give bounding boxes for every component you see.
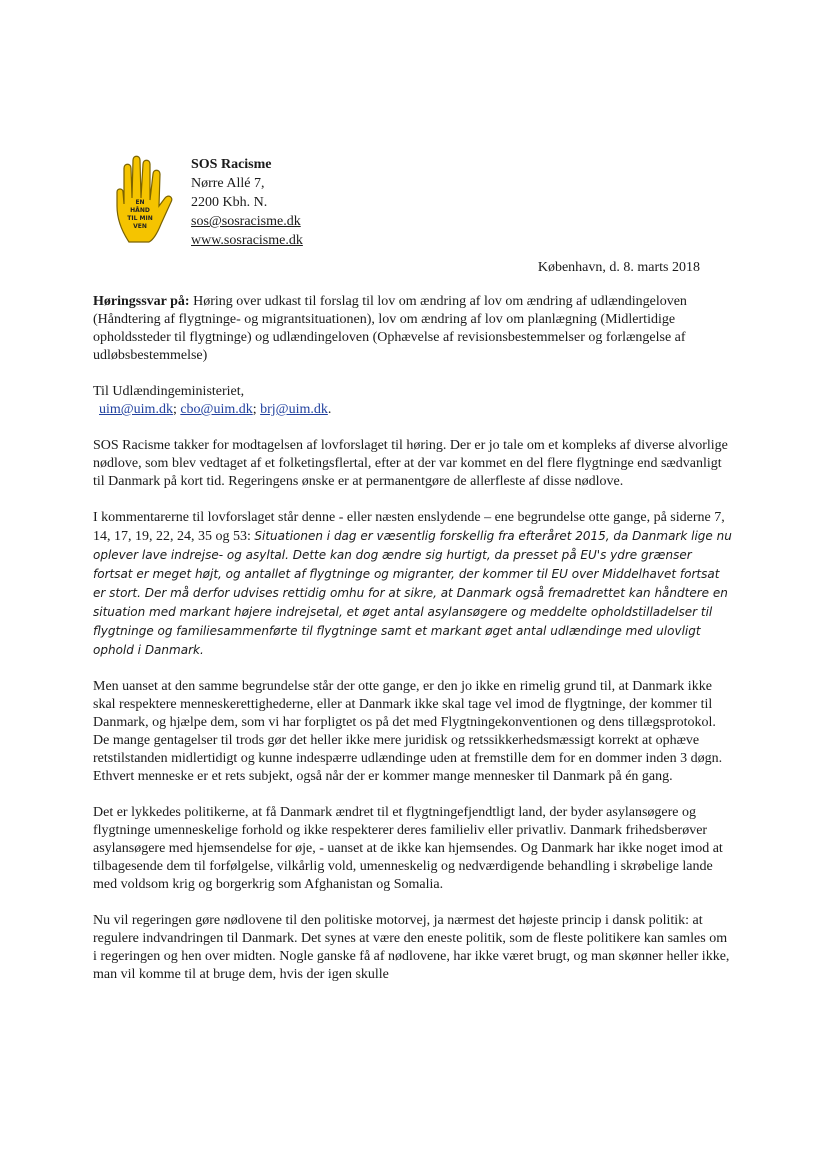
letter-date: København, d. 8. marts 2018 [537, 260, 700, 275]
paragraph-3: Men uanset at den samme begrundelse står der otte gange, er den jo ikke en rimelig grund til, at Danmark ikke skal respektere menneskerettighederne, eller at Danmark ikke skal tage vel imod de flygtninge, der kommer til Danmark, og hjælpe dem, som vi har forpligtet os på det med Flygtningekonventionen og dens tillægsprotokol. De mange gentagelser til trods gør det heller ikke mere juridisk og retssikkerhedsmæssigt korrekt at ophæve retstilstanden midlertidigt og kunne indespærre udlændinge uden at fremstille dem for en dommer inden 3 døgn. Ethvert menneske er et rets subjekt, også når der er kommer mange mennesker til Danmark på én gang. [93, 679, 723, 784]
email-separator: ; [172, 402, 181, 417]
logo-text-3: TIL MIN [127, 215, 153, 222]
email-link-brj[interactable]: brj@uim.dk [260, 402, 328, 417]
hearing-subject [93, 293, 733, 365]
sender-email-link[interactable]: sos@sosracisme.dk [191, 214, 301, 229]
paragraph-2-intro: I kommentarerne til lovforslaget står denne - eller næsten enslydende – ene begrundelse otte gange, på siderne 7, 14, 17, 19, 22, 24, 35 og 53: [93, 510, 725, 544]
paragraph-2-quote: Situationen i dag er væsentlig forskellig fra efteråret 2015, da Danmark lige nu oplever lave indrejse- og asyltal. Dette kan dog ændre sig hurtigt, da presset på EU's ydre grænser fortsat er meget højt, og antallet af flygtninge og migranter, der kommer til EU over Middelhavet fortsat er stort. Der må derfor udvises rettidig omhu for at sikre, at Danmark også fremadrettet kan håndtere en situation med markant højere indrejsetal, et øget antal asylansøgere og meddelte opholdstilladelser til flygtninge og familiesammenførte til flygtninge samt et markant øget antal udlændinge med ulovligt ophold i Danmark. [93, 529, 732, 657]
email-end: . [327, 402, 332, 417]
email-separator: ; [252, 402, 261, 417]
paragraph-5: Nu vil regeringen gøre nødlovene til den politiske motorvej, ja nærmest det højeste princip i dansk politik: at regulere indvandringen til Danmark. Det synes at være den eneste politik, som de fleste politikere kan samles om i regeringen og hen over midten. Nogle ganske få af nødlovene, har ikke været brugt, og man skønner heller ikke, man vil komme til at bruge dem, hvis der igen skulle [93, 913, 730, 982]
paragraph-2 [93, 509, 733, 660]
sender-city: 2200 Kbh. N. [191, 195, 268, 210]
paragraph-1: SOS Racisme takker for modtagelsen af lovforslaget til høring. Der er jo tale om et kompleks af diverse alvorlige nødlove, som blev vedtaget af et folketingsflertal, efter at der var kommet en del flere flygtninge end sædvanligt til Danmark på kort tid. Regeringens ønske er at permanentgøre de allerfleste af disse nødlove. [93, 438, 728, 489]
recipient-line: Til Udlændingeministeriet, [93, 384, 245, 399]
logo-text-4: VEN [133, 223, 147, 230]
letter-body [93, 293, 733, 984]
sender-org: SOS Racisme [191, 157, 272, 172]
hearing-label: Høringssvar på: [93, 294, 190, 309]
recipient-emails [93, 401, 733, 419]
paragraph-4: Det er lykkedes politikerne, at få Danmark ændret til et flygtningefjendtligt land, der byder asylansøgere og flygtninge umenneskelige forhold og ikke respekterer deres familieliv eller privatliv. Danmark frihedsberøver asylansøgere med hjemsendelse for øje, - uanset at de ikke kan hjemsendes. Og Danmark har ikke noget imod at tilbagesende dem til forfølgelse, vilkårlig vold, umenneskelig og nedværdigende behandling i skrøbelige lande med voldsom krig og borgerkrig som Afghanistan og Somalia. [93, 805, 723, 892]
logo-text-2: HÅND [130, 207, 150, 214]
hearing-text: Høring over udkast til forslag til lov om ændring af lov om ændring af udlændingeloven (Håndtering af flygtninge- og migrantsituationen), lov om ændring af lov om planlægning (Midlertidige opholdssteder til flygtninge) og udlændingeloven (Ophævelse af revisionsbestemmelser og forlængelse af udløbsbestemmelse) [93, 294, 687, 363]
email-link-uim[interactable]: uim@uim.dk [99, 402, 173, 417]
yellow-hand-icon [107, 154, 179, 246]
logo-text-1: EN [135, 199, 145, 206]
sender-block [191, 155, 303, 250]
email-link-cbo[interactable]: cbo@uim.dk [180, 402, 253, 417]
sender-web-link[interactable]: www.sosracisme.dk [191, 233, 303, 248]
sender-street: Nørre Allé 7, [191, 176, 265, 191]
